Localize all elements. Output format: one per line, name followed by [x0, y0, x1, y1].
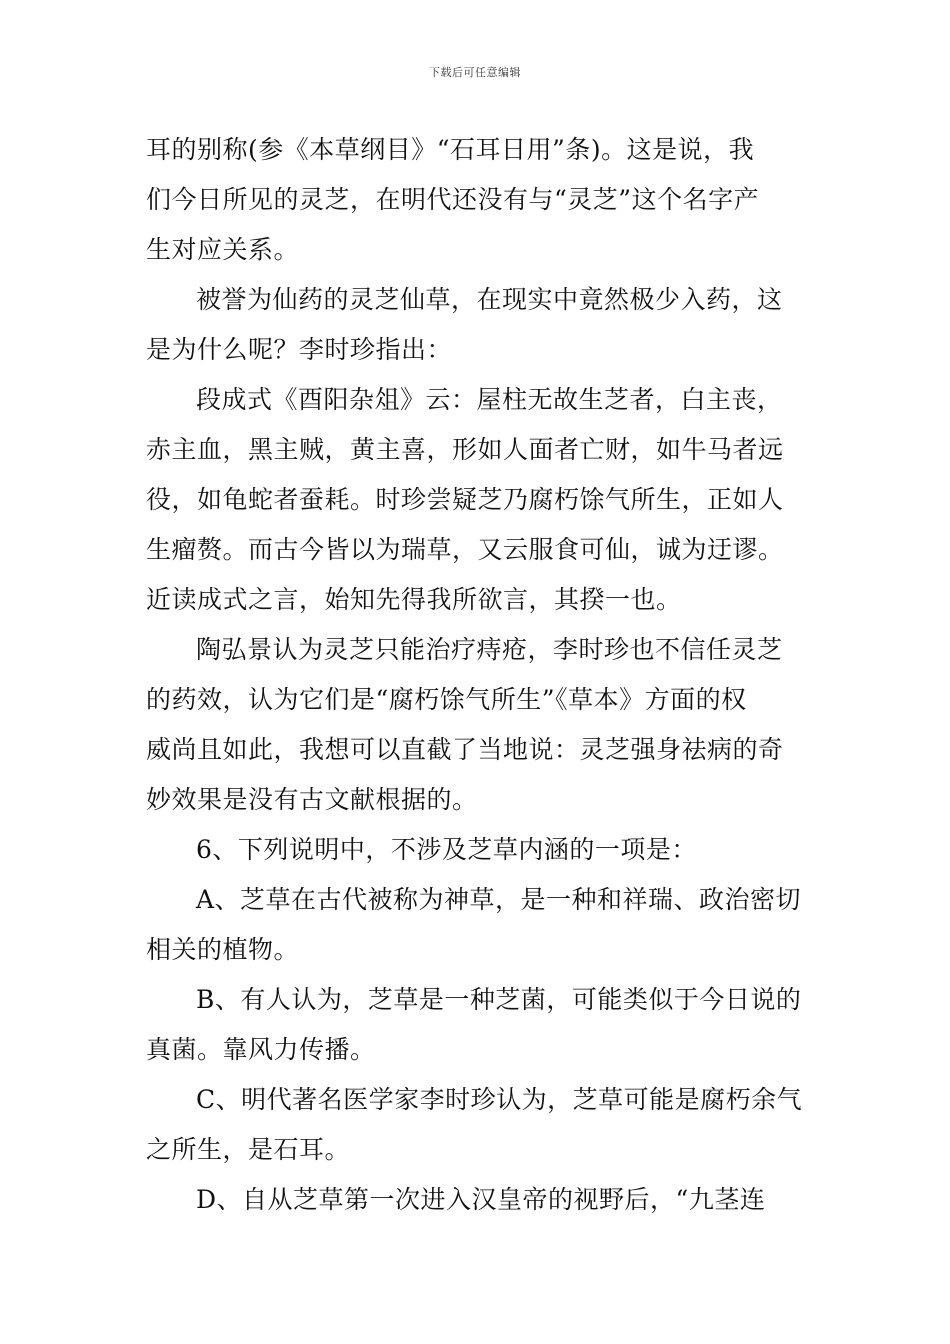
text-line: 妙效果是没有古文献根据的。 — [146, 785, 478, 814]
question-line: 6、下列说明中，不涉及芝草内涵的一项是： — [196, 835, 697, 864]
option-c-cont: 之所生，是石耳。 — [146, 1135, 351, 1164]
option-a: A、芝草在古代被称为神草，是一种和祥瑞、政治密切 — [196, 885, 802, 914]
page-header: 下载后可任意编辑 — [429, 66, 521, 79]
text-line: 赤主血，黑主贼，黄主喜，形如人面者亡财，如牛马者远 — [146, 435, 784, 464]
text-line: 段成式《酉阳杂俎》云：屋柱无故生芝者，白主丧， — [196, 385, 783, 414]
text-line: 生瘤赘。而古今皆以为瑞草，又云服食可仙，诚为迂谬。 — [146, 535, 784, 564]
text-line: 的药效，认为它们是“腐朽馀气所生”《草本》方面的权 — [146, 685, 747, 714]
text-line: 是为什么呢？李时珍指出： — [146, 335, 453, 364]
text-line: 威尚且如此，我想可以直截了当地说：灵芝强身祛病的奇 — [146, 735, 784, 764]
text-line: 生对应关系。 — [146, 235, 300, 264]
option-c: C、明代著名医学家李时珍认为，芝草可能是腐朽余气 — [196, 1085, 803, 1114]
option-b-cont: 真菌。靠风力传播。 — [146, 1035, 376, 1064]
text-line: 役，如龟蛇者蚕耗。时珍尝疑芝乃腐朽馀气所生，正如人 — [146, 485, 784, 514]
text-line: 近读成式之言，始知先得我所欲言，其揆一也。 — [146, 585, 682, 614]
option-b: B、有人认为，芝草是一种芝菌，可能类似于今日说的 — [196, 985, 802, 1014]
text-line: 耳的别称(参《本草纲目》“石耳日用”条)。这是说，我 — [146, 135, 755, 164]
text-line: 被誉为仙药的灵芝仙草，在现实中竟然极少入药，这 — [196, 285, 783, 314]
option-a-cont: 相关的植物。 — [146, 935, 300, 964]
text-line: 陶弘景认为灵芝只能治疗痔疮，李时珍也不信任灵芝 — [196, 635, 783, 664]
text-line: 们今日所见的灵芝，在明代还没有与“灵芝”这个名字产 — [146, 185, 760, 214]
option-d: D、自从芝草第一次进入汉皇帝的视野后，“九茎连 — [196, 1185, 766, 1214]
